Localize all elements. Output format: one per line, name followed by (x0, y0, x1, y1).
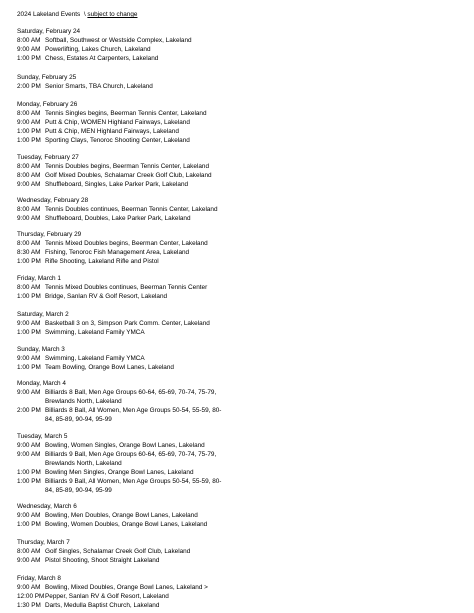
event-time: 9:00 AM (17, 389, 41, 396)
event-row (17, 136, 227, 145)
event-description: Bridge, Sanlan RV & Golf Resort, Lakeland (45, 293, 168, 300)
event-time: 9:00 AM (17, 451, 41, 458)
day-title: Sunday, March 3 (17, 346, 65, 353)
day-section (17, 538, 227, 565)
event-row (17, 468, 227, 477)
day-title: Sunday, February 25 (17, 74, 77, 81)
event-time: 9:00 AM (17, 320, 41, 327)
event-time: 9:00 AM (17, 215, 41, 222)
document-header (17, 10, 137, 19)
day-title: Tuesday, February 27 (17, 154, 79, 161)
event-description: Tennis Mixed Doubles continues, Beerman Tennis Center (45, 284, 208, 291)
event-description: Senior Smarts, TBA Church, Lakeland (45, 83, 153, 90)
event-row (17, 180, 227, 189)
event-row (17, 82, 227, 91)
event-description: Swimming, Lakeland Family YMCA (45, 329, 145, 336)
event-time: 8:00 AM (17, 163, 41, 170)
event-description: Bowling, Men Doubles, Orange Bowl Lanes, Lakeland (45, 512, 198, 519)
day-title: Friday, March 8 (17, 575, 61, 582)
event-description: Bowling Men Singles, Orange Bowl Lanes, Lakeland (45, 469, 194, 476)
day-section (17, 345, 227, 372)
day-section (17, 73, 227, 91)
event-description: Tennis Doubles continues, Beerman Tennis Center, Lakeland (45, 206, 218, 213)
day-title: Friday, March 1 (17, 275, 61, 282)
event-row (17, 171, 227, 180)
event-time: 1:00 PM (17, 478, 41, 485)
event-time: 8:30 AM (17, 249, 41, 256)
event-time: 8:00 AM (17, 37, 41, 44)
header-separator: \ (83, 11, 86, 18)
event-row (17, 363, 227, 372)
event-row (17, 248, 227, 257)
day-title: Saturday, February 24 (17, 28, 81, 35)
event-row (17, 118, 227, 127)
day-section (17, 574, 227, 610)
day-section (17, 432, 227, 495)
event-time: 8:00 AM (17, 110, 41, 117)
day-title: Thursday, March 7 (17, 539, 70, 546)
event-description: Tennis Doubles begins, Beerman Tennis Center, Lakeland (45, 163, 210, 170)
day-title: Thursday, February 29 (17, 231, 82, 238)
event-description: Tennis Mixed Doubles begins, Beerman Center, Lakeland (45, 240, 208, 247)
event-description: Sporting Clays, Tenoroc Shooting Center, Lakeland (45, 137, 190, 144)
event-description: Putt & Chip, WOMEN Highland Fairways, Lakeland (45, 119, 190, 126)
event-description: Billiards 9 Ball, Men Age Groups 60-64, 65-69, 70-74, 75-79, Brewlands North, Lakeland (45, 451, 217, 467)
event-description: Chess, Estates At Carpenters, Lakeland (45, 55, 159, 62)
event-time: 9:00 AM (17, 355, 41, 362)
event-description: Powerlifting, Lakes Church, Lakeland (45, 46, 151, 53)
event-row (17, 127, 227, 136)
event-row (17, 601, 227, 610)
event-row (17, 547, 227, 556)
event-row (17, 328, 227, 337)
event-time: 1:00 PM (17, 469, 41, 476)
event-time: 1:00 PM (17, 521, 41, 528)
event-row (17, 36, 227, 45)
event-description: Golf Mixed Doubles, Schalamar Creek Golf Club, Lakeland (45, 172, 212, 179)
event-time: 9:00 AM (17, 46, 41, 53)
event-row (17, 583, 227, 592)
event-description: Basketball 3 on 3, Simpson Park Comm. Center, Lakeland (45, 320, 210, 327)
event-time: 8:00 AM (17, 548, 41, 555)
event-time: 1:00 PM (17, 364, 41, 371)
day-title: Wednesday, March 6 (17, 503, 77, 510)
event-time: 9:00 AM (17, 584, 41, 591)
event-description: Putt & Chip, MEN Highland Fairways, Lakeland (45, 128, 179, 135)
event-time: 1:00 PM (17, 258, 41, 265)
event-time: 1:00 PM (17, 128, 41, 135)
event-description: Golf Singles, Schalamar Creek Golf Club, Lakeland (45, 548, 191, 555)
event-row (17, 406, 227, 424)
event-description: Bowling, Mixed Doubles, Orange Bowl Lanes, Lakeland > (45, 584, 208, 591)
event-description: Team Bowling, Orange Bowl Lanes, Lakeland (45, 364, 174, 371)
subject-to-change-link[interactable]: subject to change (87, 11, 138, 18)
day-title: Monday, February 26 (17, 101, 78, 108)
event-row (17, 162, 227, 171)
event-row (17, 556, 227, 565)
event-row (17, 592, 227, 601)
event-description: Billiards 9 Ball, All Women, Men Age Groups 50-54, 55-59, 80-84, 85-89, 90-94, 95-99 (45, 478, 222, 494)
event-description: Shuffleboard, Doubles, Lake Parker Park, Lakeland (45, 215, 191, 222)
event-time: 1:00 PM (17, 137, 41, 144)
event-description: Billiards 8 Ball, All Women, Men Age Groups 50-54, 55-59, 80-84, 85-89, 90-94, 95-99 (45, 407, 222, 423)
event-description: Billiards 8 Ball, Men Age Groups 60-64, 65-69, 70-74, 75-79, Brewlands North, Lakeland (45, 389, 217, 405)
event-description: Pistol Shooting, Shoot Straight Lakeland (45, 557, 160, 564)
day-section (17, 310, 227, 337)
event-row (17, 239, 227, 248)
day-title: Wednesday, February 28 (17, 197, 89, 204)
event-time: 8:00 AM (17, 284, 41, 291)
event-row (17, 477, 227, 495)
event-time: 9:00 AM (17, 512, 41, 519)
event-time: 8:00 AM (17, 172, 41, 179)
event-time: 1:00 PM (17, 293, 41, 300)
event-row (17, 319, 227, 328)
event-description: Softball, Southwest or Westside Complex, Lakeland (45, 37, 192, 44)
event-row (17, 450, 227, 468)
event-row (17, 354, 227, 363)
event-time: 9:00 AM (17, 557, 41, 564)
day-section (17, 230, 227, 266)
event-description: Rifle Shooting, Lakeland Rifle and Pistol (45, 258, 159, 265)
event-description: Shuffleboard, Singles, Lake Parker Park, Lakeland (45, 181, 189, 188)
event-time: 12:00 PM (17, 593, 45, 600)
event-row (17, 205, 227, 214)
event-row (17, 441, 227, 450)
event-time: 8:00 AM (17, 206, 41, 213)
event-row (17, 292, 227, 301)
event-time: 8:00 AM (17, 240, 41, 247)
event-time: 1:30 PM (17, 602, 41, 609)
day-title: Monday, March 4 (17, 380, 66, 387)
event-time: 2:00 PM (17, 83, 41, 90)
event-description: Bowling, Women Doubles, Orange Bowl Lanes, Lakeland (45, 521, 208, 528)
event-row (17, 54, 227, 63)
event-description: Fishing, Tenoroc Fish Management Area, Lakeland (45, 249, 190, 256)
event-row (17, 214, 227, 223)
day-section (17, 100, 227, 145)
event-row (17, 511, 227, 520)
day-section (17, 27, 227, 63)
event-time: 9:00 AM (17, 442, 41, 449)
event-row (17, 257, 227, 266)
event-time: 2:00 PM (17, 407, 41, 414)
event-time: 9:00 AM (17, 181, 41, 188)
event-description: Darts, Medulla Baptist Church, Lakeland (45, 602, 160, 609)
event-description: Pepper, Sanlan RV & Golf Resort, Lakeland (45, 593, 169, 600)
event-time: 9:00 AM (17, 119, 41, 126)
event-time: 1:00 PM (17, 55, 41, 62)
day-section (17, 379, 227, 424)
day-section (17, 153, 227, 189)
event-description: Swimming, Lakeland Family YMCA (45, 355, 145, 362)
day-section (17, 196, 227, 223)
day-title: Saturday, March 2 (17, 311, 69, 318)
event-row (17, 283, 227, 292)
document-title: 2024 Lakeland Events (17, 11, 81, 18)
event-row (17, 520, 227, 529)
day-section (17, 502, 227, 529)
event-row (17, 388, 227, 406)
event-description: Bowling, Women Singles, Orange Bowl Lanes, Lakeland (45, 442, 205, 449)
event-row (17, 109, 227, 118)
event-time: 1:00 PM (17, 329, 41, 336)
event-description: Tennis Singles begins, Beerman Tennis Center, Lakeland (45, 110, 207, 117)
day-title: Tuesday, March 5 (17, 433, 68, 440)
day-section (17, 274, 227, 301)
event-row (17, 45, 227, 54)
